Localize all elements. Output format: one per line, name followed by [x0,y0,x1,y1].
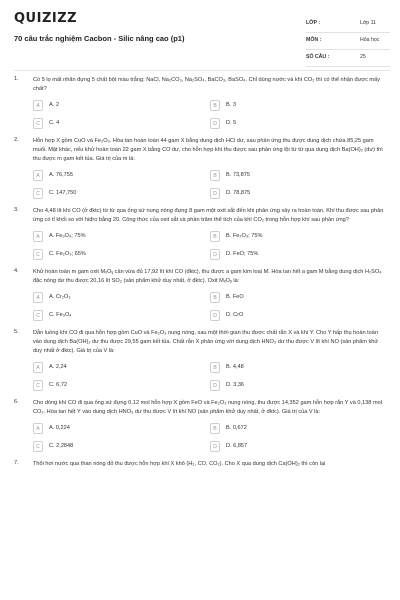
page-title: 70 câu trắc nghiệm Cacbon - Silic nâng cao (p1) [14,34,185,43]
answer-option[interactable] [210,117,387,131]
option-text: C. 4 [49,120,60,126]
question-number: 7. [14,460,19,466]
question-item [0,329,400,393]
answer-option[interactable] [33,291,210,305]
option-text: A. 76,755 [49,172,73,178]
answer-option[interactable] [33,117,210,131]
option-letter-box: A [33,292,43,303]
option-text: C. 147,750 [49,190,77,196]
option-row [33,248,387,262]
question-item [0,399,400,454]
meta-row-subject [306,33,390,50]
option-letter-box: D [210,380,220,391]
question-item [0,137,400,201]
answer-option[interactable] [33,169,210,183]
meta-info [306,16,390,67]
question-number: 3. [14,207,19,213]
answer-option[interactable] [210,99,387,113]
option-letter-box: B [210,100,220,111]
question-text: Cho dòng khí CO đi qua ống sứ đựng 0,12 mol hỗn hợp X gồm FeO và Fe₂O₃ nung nóng, thu được 14,352 gam hỗn hợp rắn Y và 0,138 mol CO₂. Hòa tan hết Y vào dung dịch HNO₃ dư thu được V lít khí NO (sản phẩm khử duy nhất, ở đktc). Giá trị của V là: [33,400,382,415]
option-letter-box: C [33,249,43,260]
answer-option[interactable] [210,187,387,201]
answer-option[interactable] [33,379,210,393]
option-row [33,117,387,131]
option-row [33,291,387,305]
answer-options [33,291,387,323]
meta-value: Hóa học [360,37,380,43]
option-text: D. 6,857 [226,443,248,449]
option-letter-box: C [33,441,43,452]
answer-option[interactable] [210,361,387,375]
answer-option[interactable] [210,422,387,436]
answer-options [33,361,387,393]
question-item [0,76,400,131]
option-row [33,169,387,183]
question-number: 1. [14,76,19,82]
option-text: C. Fe₂O₃; 65% [49,251,86,257]
answer-option[interactable] [210,169,387,183]
option-row [33,309,387,323]
option-letter-box: C [33,188,43,199]
meta-value: Lớp 11 [360,20,376,26]
answer-option[interactable] [210,309,387,323]
question-text: Khử hoàn toàn m gam oxit MₓOᵧ cần vừa đủ 17,92 lít khí CO (đktc), thu được a gam kim loại M. Hòa tan hết a gam M bằng dung dịch H₂SO₄ đặc nóng dư thu được 20,16 lít SO₂ (sản phẩm khử duy nhất, ở đktc). Oxit MₓOᵧ là: [33,269,382,284]
option-letter-box: C [33,118,43,129]
option-letter-box: D [210,188,220,199]
option-text: B. 73,875 [226,172,250,178]
meta-row-count [306,50,390,67]
quizizz-logo: QUIZIZZ [14,11,78,26]
question-item [0,207,400,262]
question-number: 6. [14,399,19,405]
answer-option[interactable] [210,379,387,393]
option-text: B. 4,48 [226,364,244,370]
meta-label: SỐ CÂU : [306,54,330,60]
answer-options [33,422,387,454]
option-text: D. FeO; 75% [226,251,259,257]
option-text: B. 0,672 [226,425,247,431]
answer-option[interactable] [210,291,387,305]
question-number: 2. [14,137,19,143]
option-text: C. 2,2848 [49,443,74,449]
answer-option[interactable] [210,230,387,244]
answer-option[interactable] [33,230,210,244]
question-text: Có 5 lọ mất nhãn đựng 5 chất bột màu trắng: NaCl, Na₂CO₃, Na₂SO₄, BaCO₃, BaSO₄. Chỉ dùng nước và khí CO₂ thì có thể nhận được mấy chất? [33,77,380,92]
option-letter-box: D [210,249,220,260]
option-letter-box: B [210,170,220,181]
option-letter-box: A [33,170,43,181]
option-row [33,422,387,436]
meta-label: MÔN : [306,37,322,43]
option-letter-box: A [33,423,43,434]
question-text: Hỗn hợp X gồm CuO và Fe₂O₃. Hòa tan hoàn toàn 44 gam X bằng dung dịch HCl dư, sau phản ứng thu được dung dịch chứa 85,25 gam muối. Mặt khác, nếu khử hoàn toàn 22 gam X bằng CO dư, cho hỗn hợp khí thu được sau phản ứng lội từ từ qua dung dịch Ba(OH)₂ (dư) thì thu được m gam kết tủa. Giá trị của m là: [33,138,383,162]
answer-options [33,230,387,262]
question-text: Dẫn luồng khí CO đi qua hỗn hợp gồm CuO và Fe₂O₃ nung nóng, sau một thời gian thu được chất rắn X và khí Y. Cho Y hấp thụ hoàn toàn vào dung dịch Ba(OH)₂ dư thu được 29,55 gam kết tủa. Chất rắn X phản ứng với dung dịch HNO₃ dư thu được V lít khí NO (sản phẩm khử duy nhất ở đktc). Giá trị của V là: [33,330,379,354]
option-text: B. Fe₂O₃; 75% [226,233,263,239]
option-row [33,361,387,375]
answer-option[interactable] [33,99,210,113]
answer-option[interactable] [33,187,210,201]
question-item [0,460,400,469]
answer-option[interactable] [33,440,210,454]
option-row [33,99,387,113]
option-text: A. 2,24 [49,364,67,370]
answer-option[interactable] [33,309,210,323]
option-text: A. 2 [49,102,59,108]
option-letter-box: C [33,380,43,391]
document-header [0,0,400,64]
option-text: A. 0,224 [49,425,70,431]
option-letter-box: B [210,292,220,303]
option-letter-box: A [33,362,43,373]
answer-option[interactable] [210,440,387,454]
question-text: Cho 4,48 lít khí CO (ở đktc) từ từ qua ống sứ nung nóng đựng 8 gam một oxit sắt đến khi phản ứng xảy ra hoàn toàn. Khí thu được sau phản ứng có tỉ khối so với hiđro bằng 20. Công thức của oxit sắt và phần trăm thể tích của khí CO₂ trong hỗn hợp khí sau phản ứng? [33,208,384,223]
option-text: D. CrO [226,312,244,318]
option-text: A. Fe₃O₄; 75% [49,233,86,239]
question-item [0,268,400,323]
option-row [33,230,387,244]
option-letter-box: C [33,310,43,321]
option-text: B. 3 [226,102,236,108]
answer-options [33,99,387,131]
option-text: C. 6,72 [49,382,68,388]
answer-option[interactable] [33,248,210,262]
option-row [33,379,387,393]
question-number: 5. [14,329,19,335]
option-letter-box: D [210,310,220,321]
header-divider [14,70,390,71]
option-letter-box: B [210,362,220,373]
option-text: D. 3,36 [226,382,245,388]
meta-row-class [306,16,390,33]
question-number: 4. [14,268,19,274]
option-letter-box: D [210,441,220,452]
option-row [33,440,387,454]
option-letter-box: B [210,231,220,242]
question-text: Thổi hơi nước qua than nóng đỏ thu được hỗn hợp khí X khô (H₂, CO, CO₂). Cho X qua dung dịch Ca(OH)₂ thì còn lại [33,461,326,467]
meta-value: 25 [360,54,366,60]
answer-option[interactable] [33,361,210,375]
option-letter-box: A [33,231,43,242]
option-text: B. FeO [226,294,244,300]
answer-option[interactable] [33,422,210,436]
option-letter-box: B [210,423,220,434]
answer-options [33,169,387,201]
option-text: C. Fe₃O₄ [49,312,72,318]
option-text: D. 78,875 [226,190,251,196]
option-row [33,187,387,201]
question-list [0,76,400,475]
option-letter-box: A [33,100,43,111]
option-text: A. Cr₂O₃ [49,294,71,300]
option-text: D. 5 [226,120,237,126]
meta-label: LỚP : [306,20,321,26]
option-letter-box: D [210,118,220,129]
answer-option[interactable] [210,248,387,262]
